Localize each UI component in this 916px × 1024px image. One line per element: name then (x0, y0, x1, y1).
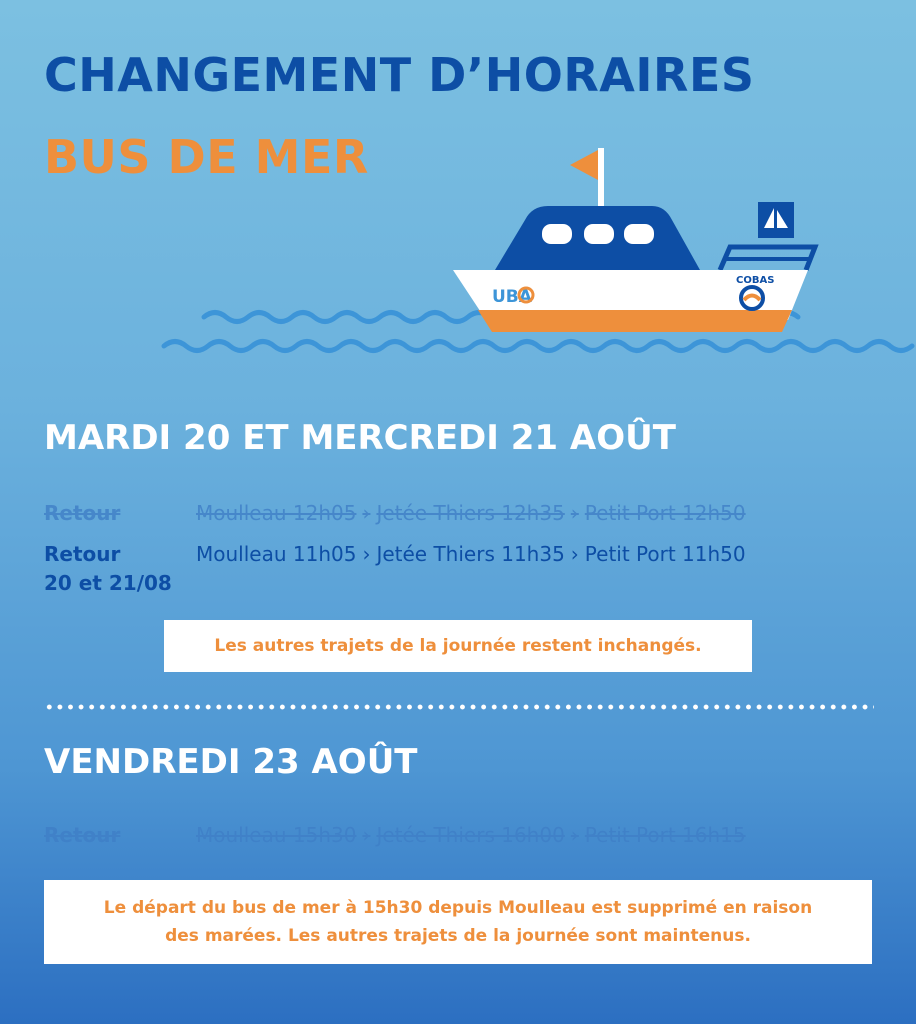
sailboat-logo-icon (758, 202, 794, 238)
flag-icon (570, 150, 598, 180)
row-label: Retour (44, 542, 121, 566)
section2-note-line1: Le départ du bus de mer à 15h30 depuis Moulleau est supprimé en raison (103, 898, 813, 918)
page-subtitle: BUS DE MER (44, 130, 369, 184)
boat-illustration (160, 140, 916, 360)
row-label: Retour (44, 823, 121, 847)
dotted-divider (44, 703, 874, 711)
cobas-logo-text: COBAS (736, 275, 775, 286)
section2-note-line2: des marées. Les autres trajets de la journée sont maintenus. (165, 926, 751, 946)
section1-heading: MARDI 20 ET MERCREDI 21 AOÛT (44, 418, 676, 458)
section1-old-row (44, 498, 864, 528)
section1-new-row (44, 539, 864, 595)
section1-note: Les autres trajets de la journée restent inchangés. (164, 620, 752, 672)
row-route: Moulleau 12h05 › Jetée Thiers 12h35 › Petit Port 12h50 (196, 501, 746, 525)
row-route: Moulleau 15h30 › Jetée Thiers 16h00 › Petit Port 16h15 (196, 823, 746, 847)
uba-logo-text: UBA (492, 287, 532, 307)
row-label-dates: 20 et 21/08 (44, 571, 172, 595)
page-title: CHANGEMENT D’HORAIRES (44, 48, 755, 102)
row-label: Retour (44, 501, 121, 525)
section2-old-row (44, 820, 864, 850)
section2-note (44, 880, 872, 964)
uba-logo-icon (492, 287, 533, 307)
section2-heading: VENDREDI 23 AOÛT (44, 742, 418, 782)
row-route: Moulleau 11h05 › Jetée Thiers 11h35 › Petit Port 11h50 (196, 542, 746, 566)
